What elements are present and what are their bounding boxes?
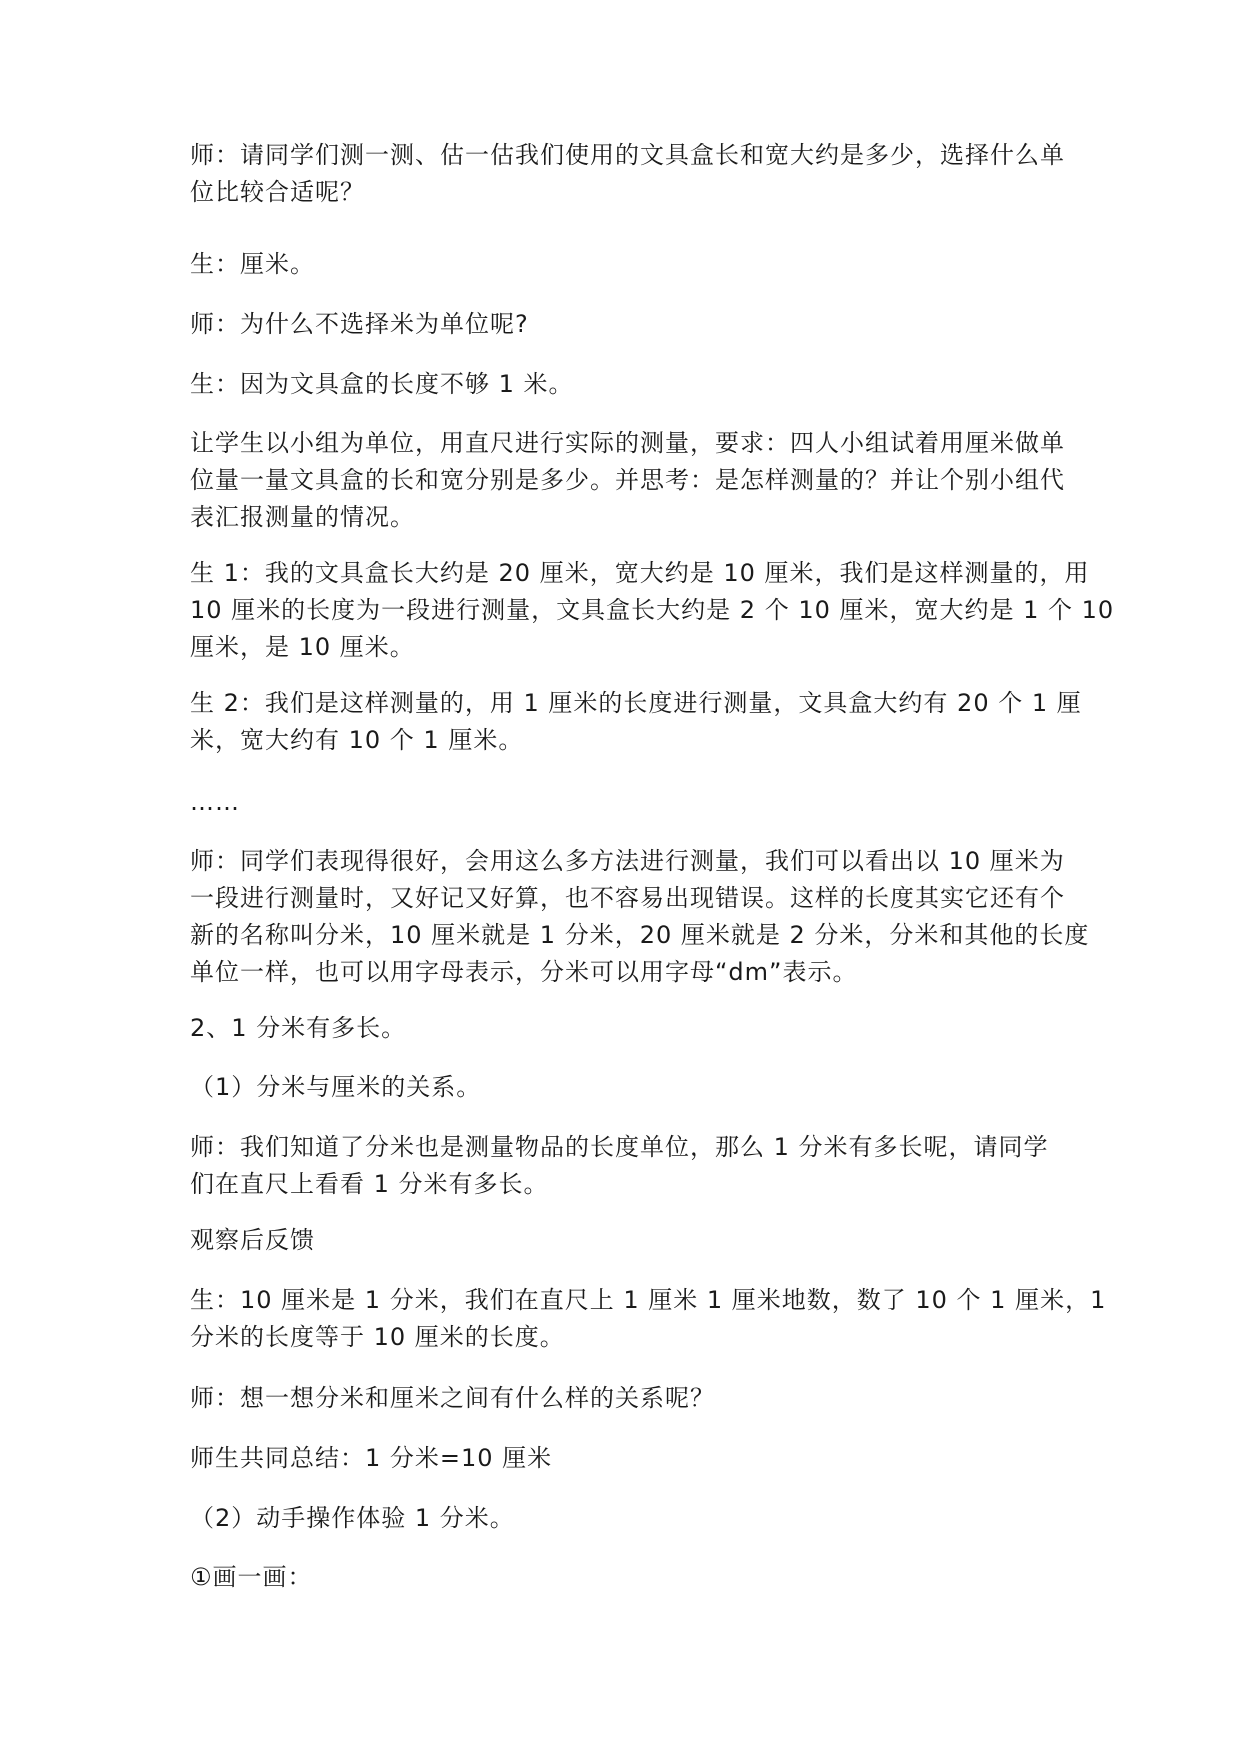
paragraph-summary	[190, 1440, 1060, 1477]
text-line: （1）分米与厘米的关系。	[190, 1073, 482, 1101]
paragraph-teacher-explanation	[190, 843, 1090, 991]
text-line: 米，宽大约有 10 个 1 厘米。	[190, 726, 524, 754]
text-line: 分米的长度等于 10 厘米的长度。	[190, 1323, 565, 1351]
paragraph-activity	[190, 1559, 1060, 1596]
text-line: 师：我们知道了分米也是测量物品的长度单位，那么 1 分米有多长呢，请同学	[190, 1133, 1049, 1161]
paragraph-teacher-question	[190, 1129, 1060, 1203]
text-line: 新的名称叫分米，10 厘米就是 1 分米，20 厘米就是 2 分米，分米和其他的长度	[190, 921, 1090, 949]
text-line: 生：厘米。	[190, 250, 315, 278]
text-line: （2）动手操作体验 1 分米。	[190, 1504, 515, 1532]
text-line: 师：请同学们测一测、估一估我们使用的文具盒长和宽大约是多少，选择什么单	[190, 141, 1065, 169]
text-line: 师：想一想分米和厘米之间有什么样的关系呢？	[190, 1384, 715, 1412]
text-line: 师生共同总结：1 分米=10 厘米	[190, 1444, 553, 1472]
paragraph-student-answer	[190, 685, 1082, 759]
paragraph-student-answer	[190, 366, 1060, 403]
subsection-heading	[190, 1500, 1060, 1537]
text-line: 2、1 分米有多长。	[190, 1014, 407, 1042]
text-line: ……	[190, 788, 240, 816]
text-line: 10 厘米的长度为一段进行测量，文具盒长大约是 2 个 10 厘米，宽大约是 1 个 10	[190, 596, 1115, 624]
text-line: 师：同学们表现得很好，会用这么多方法进行测量，我们可以看出以 10 厘米为	[190, 847, 1065, 875]
paragraph-student-answer	[190, 1282, 1107, 1356]
paragraph-teacher-question	[190, 137, 1065, 211]
text-line: 们在直尺上看看 1 分米有多长。	[190, 1170, 549, 1198]
section-heading	[190, 1010, 1060, 1047]
text-line: 生 1：我的文具盒长大约是 20 厘米，宽大约是 10 厘米，我们是这样测量的，用	[190, 559, 1090, 587]
paragraph-teacher-question	[190, 306, 1060, 343]
text-line: 表汇报测量的情况。	[190, 503, 415, 531]
paragraph-ellipsis	[190, 784, 1060, 821]
text-line: 让学生以小组为单位，用直尺进行实际的测量，要求：四人小组试着用厘米做单	[190, 429, 1065, 457]
text-line: 生：因为文具盒的长度不够 1 米。	[190, 370, 574, 398]
text-line: 位量一量文具盒的长和宽分别是多少。并思考：是怎样测量的？并让个别小组代	[190, 466, 1065, 494]
paragraph-student-answer	[190, 246, 1060, 283]
text-line: ①画一画：	[190, 1563, 313, 1591]
text-line: 位比较合适呢？	[190, 178, 365, 206]
paragraph-teacher-question	[190, 1380, 1060, 1417]
text-line: 师：为什么不选择米为单位呢?	[190, 310, 529, 338]
text-line: 厘米，是 10 厘米。	[190, 633, 415, 661]
paragraph-instruction	[190, 425, 1065, 536]
text-line: 一段进行测量时，又好记又好算，也不容易出现错误。这样的长度其实它还有个	[190, 884, 1065, 912]
subsection-heading	[190, 1069, 1060, 1106]
paragraph-note	[190, 1222, 1060, 1259]
paragraph-student-answer	[190, 555, 1115, 666]
text-line: 生：10 厘米是 1 分米，我们在直尺上 1 厘米 1 厘米地数，数了 10 个 1 厘米，1	[190, 1286, 1107, 1314]
text-line: 生 2：我们是这样测量的，用 1 厘米的长度进行测量，文具盒大约有 20 个 1 厘	[190, 689, 1082, 717]
text-line: 单位一样，也可以用字母表示，分米可以用字母“dm”表示。	[190, 958, 858, 986]
text-line: 观察后反馈	[190, 1226, 315, 1254]
